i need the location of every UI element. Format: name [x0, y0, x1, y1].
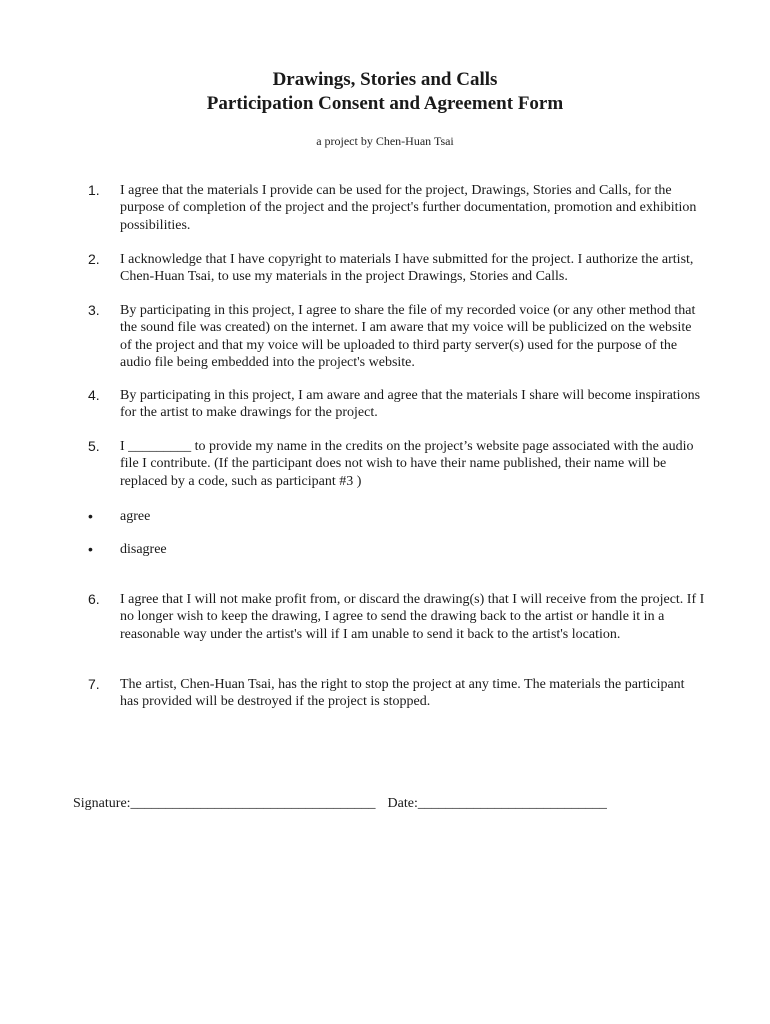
- signature-field[interactable]: ___________________________________: [130, 796, 376, 811]
- bullet-icon: •: [88, 508, 93, 524]
- clause-4: [86, 387, 706, 422]
- signature-label: Signature:: [73, 796, 131, 811]
- clause-number: 4.: [88, 387, 100, 403]
- clause-text: The artist, Chen-Huan Tsai, has the right to stop the project at any time. The materials the participant has provided will be destroyed if the project is stopped.: [120, 677, 685, 710]
- option-agree[interactable]: [86, 508, 150, 525]
- clause-text: By participating in this project, I am aware and agree that the materials I share will become inspirations for the artist to make drawings for the project.: [120, 388, 701, 421]
- clause-number: 3.: [88, 302, 100, 318]
- clause-text: I acknowledge that I have copyright to materials I have submitted for the project. I authorize the artist, Chen-Huan Tsai, to use my materials in the project Drawings, Stories and Calls.: [120, 252, 694, 285]
- title-line-form: Participation Consent and Agreement Form: [206, 93, 564, 114]
- clause-text: I agree that the materials I provide can be used for the project, Drawings, Stories and Calls, for the purpose of completion of the project and the project's further documentation, promotion and exhibition possibilities.: [120, 183, 697, 233]
- clause-6: [86, 591, 706, 643]
- date-label: Date:: [387, 796, 418, 811]
- option-disagree[interactable]: [86, 541, 167, 558]
- date-field[interactable]: ___________________________: [417, 796, 607, 811]
- option-label: disagree: [120, 542, 167, 557]
- clause-number: 2.: [88, 251, 100, 267]
- title-line-project: Drawings, Stories and Calls: [272, 69, 498, 90]
- clause-number: 7.: [88, 676, 100, 692]
- clause-2: [86, 251, 706, 286]
- form-title: [0, 68, 770, 116]
- clause-number: 6.: [88, 591, 100, 607]
- byline: a project by Chen-Huan Tsai: [316, 134, 454, 148]
- clause-1: [86, 182, 706, 234]
- clause-text: I agree that I will not make profit from, or discard the drawing(s) that I will receive from the project. If I no longer wish to keep the drawing, I agree to send the drawing back to the artist or handle it in a reasonable way under the artist's will if I am unable to send it back to the artist's location.: [120, 592, 705, 642]
- clause-number: 5.: [88, 438, 100, 454]
- clause-5: [86, 438, 706, 490]
- bullet-icon: •: [88, 541, 93, 557]
- clause-number: 1.: [88, 182, 100, 198]
- option-label: agree: [120, 509, 151, 524]
- clause-7: [86, 676, 706, 711]
- clause-text: By participating in this project, I agree to share the file of my recorded voice (or any other method that the sound file was created) on the internet. I am aware that my voice will be publicized on the website of the project and that my voice will be uploaded to third party server(s) used for the purpose of the audio file being embedded into the project's website.: [120, 303, 696, 370]
- clause-3: [86, 302, 706, 371]
- clause-text: I _________ to provide my name in the credits on the project’s website page associated with the audio file I contribute. (If the participant does not wish to have their name published, their name will be replaced by a code, such as participant #3 ): [120, 439, 694, 489]
- signature-row: [73, 795, 607, 813]
